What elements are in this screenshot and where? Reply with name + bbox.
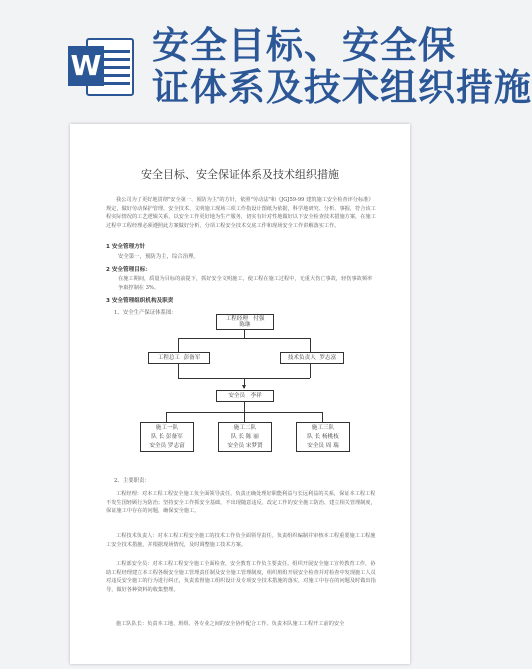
duty-technical-lead: 工程技术负责人：对本工程工程安全施工的技术工作负全面领导责任。负责组织编制并审核本工程重要施工工程施工安全技术措施，并根据现场情况，及时调整施工技术方案。 [106,533,376,548]
team-safety-officer: 安全员 宋梦贤 [227,443,263,449]
connector [244,330,245,338]
word-document-icon [68,34,136,100]
org-person-name: 彭备军 [183,355,201,361]
connector [178,364,179,378]
org-box-team-2 [218,422,272,452]
team-name: 施工二队 [233,425,257,431]
org-person-name: 李祥 [250,393,262,399]
connector [322,412,323,422]
team-name: 施工一队 [155,425,179,431]
banner-title-line-2: 证体系及技术组织措施 [152,66,532,109]
duty-safety-officer: 工程部安全员：对本工程工程安全施工全面检查，安全教育工作负主要责任。组织开展安全施工宣传教育工作，协助工程经理建立本工程各级安全施工管理责任制及安全施工管理制度，组织班组开展安全检查并对检查中发现施工人员对违反安全施工的行为进行纠正，负责监督施工组织设计及专项安全技术措施的落实，对施工中存在的问题及时做出指导，做好各种资料的收集整理。 [106,561,376,593]
org-box-technical-lead [280,352,344,364]
org-role-label: 安全员 [228,393,246,399]
org-role-label: 工程总工 [157,355,181,361]
section-2-heading: 2 安全管理目标： [106,267,151,273]
connector [310,364,311,378]
section-3-subheading: 1、安全生产保证体系图： [114,310,177,316]
org-chart [110,306,380,462]
connector [244,402,245,412]
connector [178,338,179,352]
team-leader: 队 长 杨桃枝 [307,434,339,440]
org-box-project-manager [216,314,274,330]
section-1-heading: 1 安全管理方针 [106,244,146,250]
banner-title-line-1: 安全目标、安全保 [152,24,456,67]
arrow-down-icon [242,385,246,389]
org-box-chief-engineer [148,352,210,364]
org-box-team-1 [140,422,194,452]
org-box-safety-officer [216,390,274,402]
team-safety-officer: 安全员 周 瑞 [307,443,339,449]
duties-heading: 2、主要职责： [114,478,150,484]
team-leader: 队 长 陈 丽 [231,434,259,440]
org-person-name: 陈继 [239,322,251,329]
connector [310,338,311,352]
section-1-text: 安全第一，预防为主，综合治理。 [118,254,199,260]
connector [244,412,245,422]
header-banner [0,0,532,118]
section-3-heading: 3 安全管理组织机构及职责 [106,298,174,304]
section-2-text: 在施工期间，质量为目标的前提下，抓好安全文明施工，使工程在施工过程中，无重大伤亡事故，轻伤事故频率争取控制在 3%。 [118,276,373,291]
org-box-team-3 [296,422,350,452]
org-role-label: 工程经理 [225,316,248,322]
document-page-preview[interactable] [70,124,410,664]
org-person-name: 付强 [253,316,265,322]
org-person-name: 罗志富 [319,355,337,361]
team-name: 施工三队 [311,425,335,431]
connector [166,412,167,422]
document-title: 安全目标、安全保证体系及技术组织措施 [141,168,339,181]
intro-paragraph: 我公司为了更好地贯彻"安全第一、预防为主"的方针，依照"劳动法"和《JGJ59-99 建筑施工安全检查评分标准》规定，做好劳动保护管理，安全技术、文明施工现场三项工作指设计图纸为依据，科学地研究、分析、事握，符合该工程实际情况的工艺逻辑关系，以安全工作更好地为生产服务，切实有针对性地做好以下安全检查技术措施方案，在施工过程中工程经理必须遵照此方案做好分析，分项工程安全技术交底工作和现场安全工作讲解落实工作。 [106,197,376,229]
org-role-label: 技术负责人 [287,355,316,361]
connector [178,338,310,339]
duty-project-manager: 工程经理：对本工程工程安全施工负全面领导责任。负责正确处理好职能利益与长远利益的关系，保证本工程工程不发生国轻顾行为防治；坚持安全工作抓安全基础，不出现随意违反、改定工作的安全施工防治、建立相关管理制度，保证施工中存在的问题，确保安全施工。 [106,491,376,515]
team-leader: 队 长 彭备军 [151,434,183,440]
word-logo-letter: W [68,46,104,86]
duty-team-leader: 施工队队长：负责本工地、班组、各专业之间的安全协作配合工作。负责本队施工工程开工前的安全 [116,621,345,627]
team-safety-officer: 安全员 罗志富 [149,443,185,449]
